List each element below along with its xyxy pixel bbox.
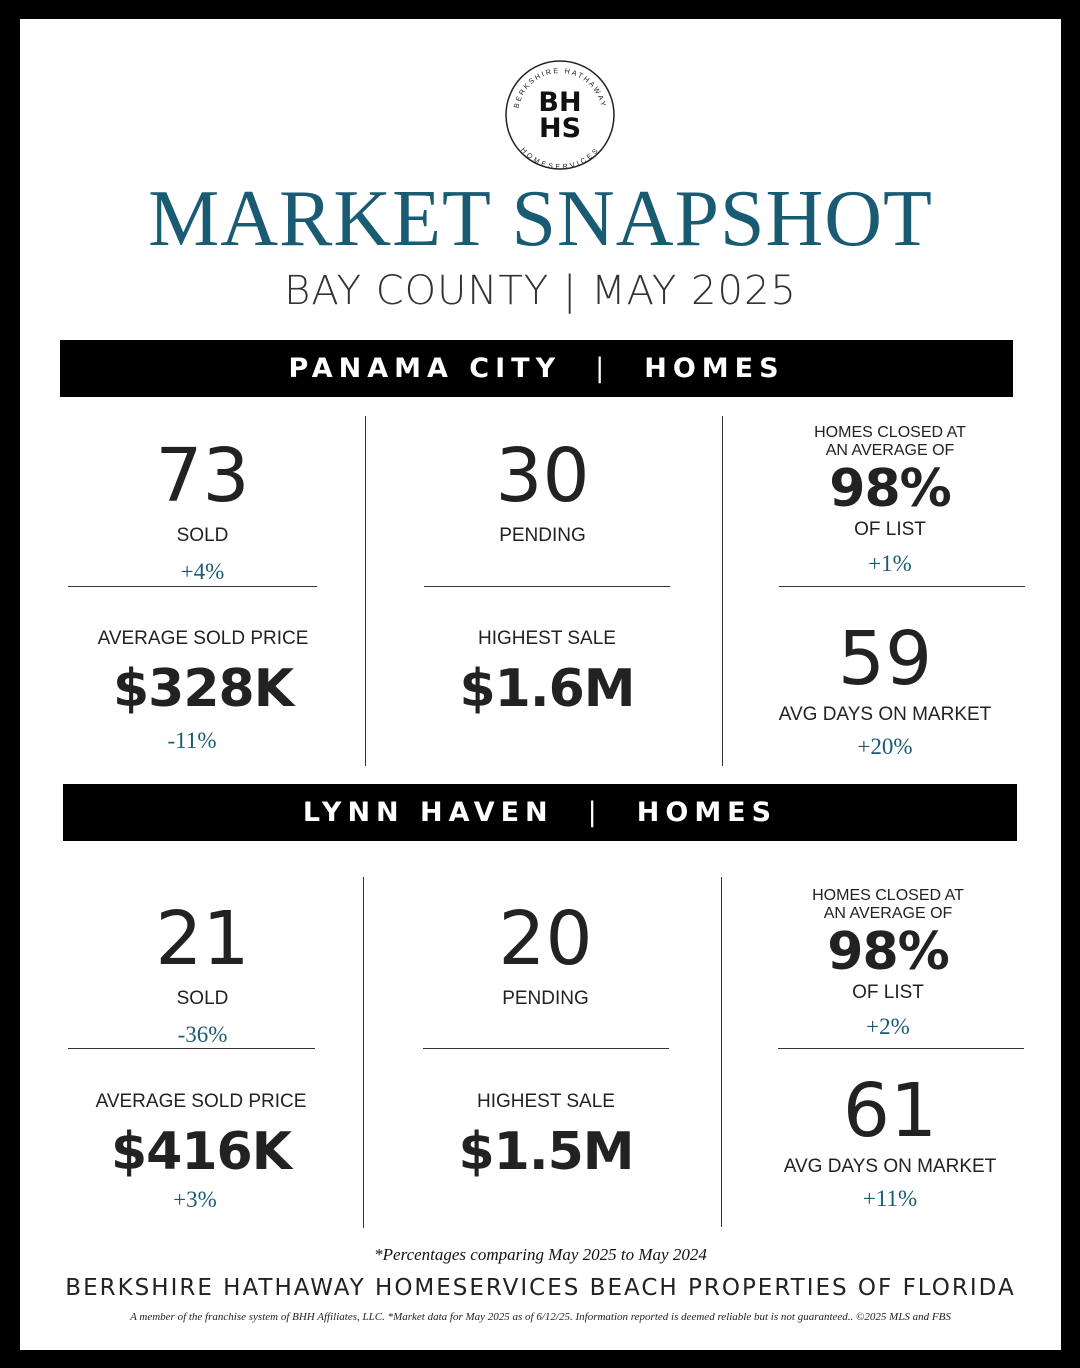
stat-list-percent: [778, 887, 998, 1038]
bhhs-seal-icon: [502, 57, 618, 173]
column-divider: [365, 416, 366, 766]
sold-value: 21: [155, 896, 250, 982]
highest-sale-value: $1.5M: [458, 1121, 634, 1182]
section-type: HOMES: [644, 353, 785, 384]
dom-change: +11%: [862, 1185, 918, 1211]
sold-value: 73: [155, 433, 250, 519]
list-pct-label-top: HOMES CLOSED AT: [814, 424, 966, 441]
section-type: HOMES: [636, 797, 778, 828]
page-subtitle: BAY COUNTY | MAY 2025: [284, 268, 797, 314]
dom-label: AVG DAYS ON MARKET: [783, 1156, 997, 1177]
list-pct-change: +2%: [866, 1013, 910, 1039]
section-header-lynn-haven: [63, 784, 1017, 841]
row-divider: [68, 1048, 315, 1049]
pending-label: PENDING: [502, 988, 589, 1009]
pending-value: 30: [495, 433, 590, 519]
sold-label: SOLD: [176, 525, 229, 546]
stat-pending: [440, 433, 645, 548]
stat-sold: [100, 433, 305, 584]
market-snapshot-page: [20, 19, 1061, 1350]
column-divider: [722, 416, 723, 766]
sold-change: -36%: [177, 1021, 228, 1047]
avg-price-label: AVERAGE SOLD PRICE: [97, 628, 309, 649]
stat-average-price: [66, 1091, 336, 1211]
highest-sale-label: HIGHEST SALE: [477, 1091, 615, 1112]
sold-change: +4%: [180, 558, 225, 584]
avg-price-change: -11%: [167, 727, 217, 753]
highest-sale-label: HIGHEST SALE: [478, 628, 616, 649]
list-pct-label-bottom: OF LIST: [852, 981, 924, 1003]
logo-ring-top: BERKSHIRE HATHAWAY: [511, 65, 609, 110]
dom-value: 61: [842, 1068, 938, 1154]
stat-highest-sale: [411, 1091, 681, 1182]
row-divider: [68, 586, 317, 587]
pending-value: 20: [498, 896, 593, 982]
logo-initials-top: BH: [538, 87, 582, 118]
avg-price-value: $416K: [110, 1121, 292, 1182]
stat-list-percent: [780, 424, 1000, 575]
logo-ring-bottom: HOMESERVICES: [519, 146, 601, 172]
avg-price-label: AVERAGE SOLD PRICE: [95, 1091, 307, 1112]
stat-days-on-market: [765, 1068, 1015, 1211]
dom-value: 59: [837, 616, 933, 702]
row-divider: [778, 1048, 1024, 1049]
list-pct-label-mid: AN AVERAGE OF: [823, 905, 953, 923]
comparison-note: *Percentages comparing May 2025 to May 2024: [374, 1245, 707, 1264]
pending-label: PENDING: [499, 525, 586, 546]
list-pct-value: 98%: [829, 458, 951, 519]
avg-price-value: $328K: [112, 658, 294, 719]
svg-text:HOMESERVICES: [519, 147, 601, 171]
list-pct-change: +1%: [868, 550, 912, 576]
sold-label: SOLD: [176, 988, 229, 1009]
list-pct-value: 98%: [827, 921, 949, 982]
avg-price-change: +3%: [173, 1186, 217, 1212]
list-pct-label-top: HOMES CLOSED AT: [812, 887, 964, 904]
disclaimer: A member of the franchise system of BHH Affiliates, LLC. *Market data for May 2025 as of 6/12/25. Information reported is deemed reliable but is not guaranteed.. ©2025 MLS and FBS: [130, 1311, 951, 1323]
stat-average-price: [68, 628, 338, 752]
section-area: PANAMA CITY: [288, 353, 562, 384]
bhhs-logo: [502, 57, 618, 173]
list-pct-label-mid: AN AVERAGE OF: [825, 442, 955, 460]
logo-initials-bottom: HS: [538, 113, 582, 144]
page-title: MARKET SNAPSHOT: [148, 175, 933, 263]
highest-sale-value: $1.6M: [459, 658, 635, 719]
row-divider: [423, 1048, 669, 1049]
section-separator: |: [595, 353, 611, 384]
section-separator: |: [587, 797, 603, 828]
stat-pending: [443, 896, 648, 1011]
section-area: LYNN HAVEN: [302, 797, 554, 828]
list-pct-label-bottom: OF LIST: [854, 518, 926, 540]
column-divider: [721, 877, 722, 1227]
dom-label: AVG DAYS ON MARKET: [778, 704, 992, 725]
stat-sold: [100, 896, 305, 1047]
column-divider: [363, 877, 364, 1228]
brokerage-name: BERKSHIRE HATHAWAY HOMESERVICES BEACH PROPERTIES OF FLORIDA: [65, 1275, 1016, 1301]
row-divider: [779, 586, 1025, 587]
stat-highest-sale: [412, 628, 682, 719]
row-divider: [424, 586, 670, 587]
dom-change: +20%: [857, 733, 913, 759]
stat-days-on-market: [760, 616, 1010, 759]
section-header-panama-city: [60, 340, 1013, 397]
